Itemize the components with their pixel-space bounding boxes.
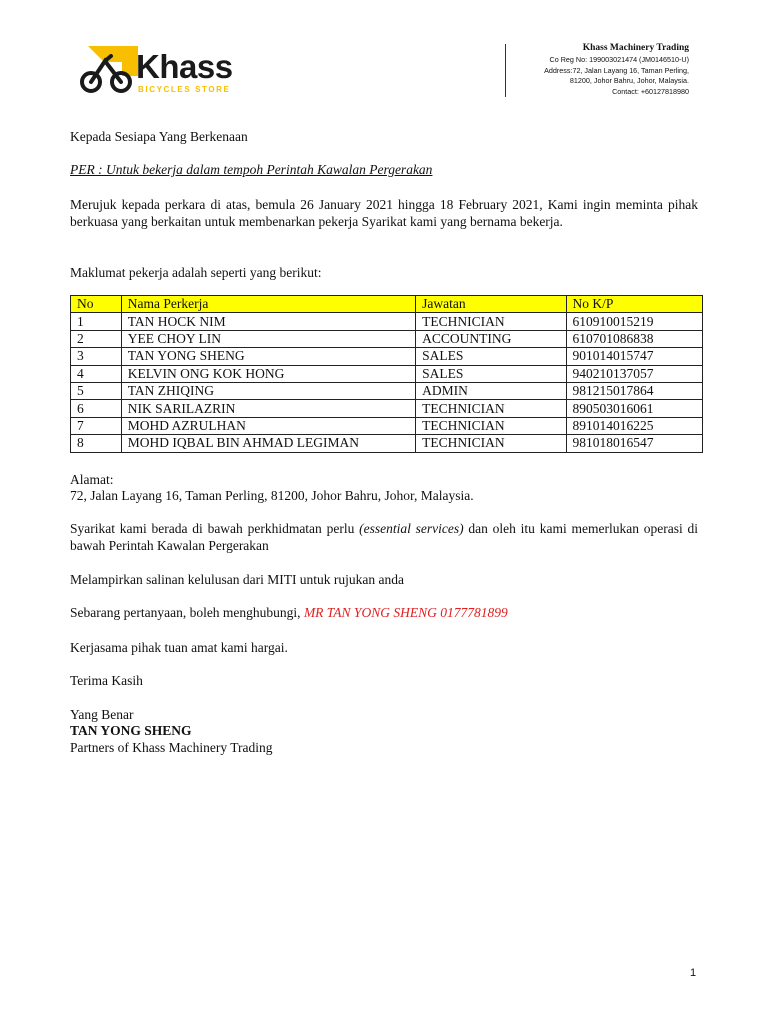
essential-services-paragraph	[70, 520, 698, 554]
cell-position: TECHNICIAN	[416, 417, 566, 434]
cell-no: 7	[71, 417, 122, 434]
address-text: 72, Jalan Layang 16, Taman Perling, 81200, Johor Bahru, Johor, Malaysia.	[70, 488, 474, 503]
page-number: 1	[690, 967, 697, 979]
column-header-ic: No K/P	[566, 296, 703, 313]
cell-position: TECHNICIAN	[416, 400, 566, 417]
cell-no: 2	[71, 330, 122, 347]
cell-position: SALES	[416, 365, 566, 382]
cell-no: 4	[71, 365, 122, 382]
header-divider	[505, 44, 506, 97]
cell-ic: 981018016547	[566, 435, 703, 452]
cell-ic: 610910015219	[566, 313, 703, 330]
contact-text: Sebarang pertanyaan, boleh menghubungi,	[70, 605, 304, 620]
cell-position: TECHNICIAN	[416, 435, 566, 452]
cell-ic: 901014015747	[566, 348, 703, 365]
cell-position: ACCOUNTING	[416, 330, 566, 347]
essential-text-start: Syarikat kami berada di bawah perkhidmatan perlu	[70, 521, 360, 536]
cell-no: 5	[71, 382, 122, 399]
cell-position: ADMIN	[416, 382, 566, 399]
cell-no: 1	[71, 313, 122, 330]
cell-no: 3	[71, 348, 122, 365]
table-row	[71, 400, 703, 417]
cell-ic: 940210137057	[566, 365, 703, 382]
logo-wordmark: Khass	[136, 48, 233, 85]
cell-position: TECHNICIAN	[416, 313, 566, 330]
company-reg-no: Co Reg No: 199003021474 (JM0146510-U)	[549, 55, 689, 64]
intro-paragraph: Merujuk kepada perkara di atas, bemula 26 January 2021 hingga 18 February 2021, Kami ingin meminta pihak berkuasa yang berkaitan untuk membenarkan pekerja Syarikat kami yang bernama bekerja.	[70, 197, 698, 229]
cell-name: TAN ZHIQING	[121, 382, 415, 399]
cell-name: MOHD AZRULHAN	[121, 417, 415, 434]
contact-paragraph	[70, 604, 698, 621]
cell-position: SALES	[416, 348, 566, 365]
cell-no: 6	[71, 400, 122, 417]
cell-ic: 610701086838	[566, 330, 703, 347]
table-row	[71, 348, 703, 365]
company-contact: Contact: +60127818980	[612, 86, 689, 96]
cell-name: KELVIN ONG KOK HONG	[121, 365, 415, 382]
cell-ic: 890503016061	[566, 400, 703, 417]
company-name: Khass Machinery Trading	[582, 43, 689, 53]
cell-no: 8	[71, 435, 122, 452]
table-intro: Maklumat pekerja adalah seperti yang berikut:	[70, 265, 322, 280]
cell-name: TAN HOCK NIM	[121, 313, 415, 330]
essential-services-term: (essential services)	[359, 521, 464, 536]
cell-name: YEE CHOY LIN	[121, 330, 415, 347]
cell-name: TAN YONG SHENG	[121, 348, 415, 365]
table-row	[71, 313, 703, 330]
logo-tagline: BICYCLES STORE	[138, 85, 231, 94]
address-label: Alamat:	[70, 472, 114, 487]
employee-table	[70, 295, 703, 453]
cell-name: MOHD IQBAL BIN AHMAD LEGIMAN	[121, 435, 415, 452]
company-address-line2: 81200, Johor Bahru, Johor, Malaysia.	[569, 76, 689, 86]
table-row	[71, 330, 703, 347]
contact-person: MR TAN YONG SHENG 0177781899	[303, 605, 508, 620]
valediction: Yang Benar	[70, 707, 134, 722]
company-block	[544, 42, 689, 97]
closing-line: Terima Kasih	[70, 673, 143, 688]
table-header-row	[71, 296, 703, 313]
signer-name: TAN YONG SHENG	[70, 723, 192, 738]
cell-ic: 981215017864	[566, 382, 703, 399]
signer-title: Partners of Khass Machinery Trading	[70, 740, 273, 755]
table-row	[71, 382, 703, 399]
greeting: Kepada Sesiapa Yang Berkenaan	[70, 129, 248, 144]
column-header-no: No	[71, 296, 122, 313]
column-header-position: Jawatan	[416, 296, 566, 313]
appreciation-line: Kerjasama pihak tuan amat kami hargai.	[70, 640, 288, 655]
essential-text-end: dan oleh itu kami memerlukan operasi di bawah Perintah Kawalan Pergerakan	[70, 521, 698, 553]
cell-name: NIK SARILAZRIN	[121, 400, 415, 417]
table-row	[71, 417, 703, 434]
attachment-note: Melampirkan salinan kelulusan dari MITI untuk rujukan anda	[70, 572, 405, 587]
column-header-name: Nama Perkerja	[121, 296, 415, 313]
table-row	[71, 435, 703, 452]
company-address-line1: Address:72, Jalan Layang 16, Taman Perling,	[544, 65, 689, 75]
table-row	[71, 365, 703, 382]
subject-line: PER : Untuk bekerja dalam tempoh Perintah Kawalan Pergerakan	[70, 162, 433, 177]
cell-ic: 891014016225	[566, 417, 703, 434]
